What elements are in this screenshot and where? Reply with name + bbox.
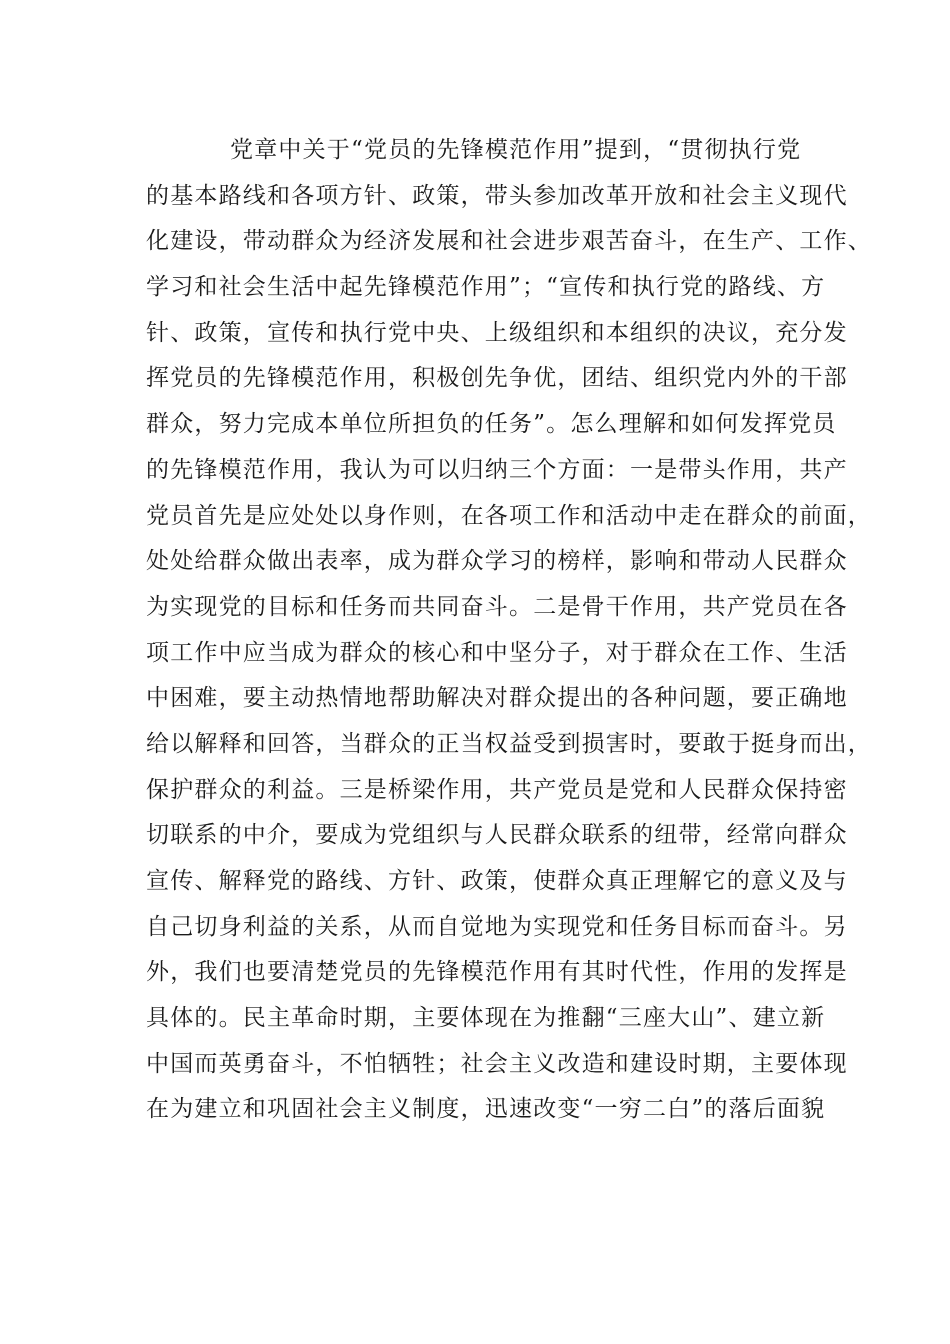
- text-line: 外，我们也要清楚党员的先锋模范作用有其时代性，作用的发挥是: [146, 959, 848, 986]
- text-line: 学习和社会生活中起先锋模范作用”；“宣传和执行党的路线、方: [146, 274, 826, 301]
- text-line: 切联系的中介，要成为党组织与人民群众联系的纽带，经常向群众: [146, 822, 848, 849]
- text-line: 保护群众的利益。三是桥梁作用，共产党员是党和人民群众保持密: [146, 776, 848, 803]
- text-line: 党员首先是应处处以身作则，在各项工作和活动中走在群众的前面，: [146, 502, 872, 529]
- body-paragraph: [146, 128, 872, 1133]
- text-line: 处处给群众做出表率，成为群众学习的榜样，影响和带动人民群众: [146, 548, 848, 575]
- text-line: 在为建立和巩固社会主义制度，迅速改变“一穷二白”的落后面貌: [146, 1096, 826, 1123]
- text-line: 宣传、解释党的路线、方针、政策，使群众真正理解它的意义及与: [146, 868, 848, 894]
- text-line: 项工作中应当成为群众的核心和中坚分子，对于群众在工作、生活: [146, 639, 848, 666]
- text-line: 的先锋模范作用，我认为可以归纳三个方面：一是带头作用，共产: [146, 456, 848, 483]
- text-line: 给以解释和回答，当群众的正当权益受到损害时，要敢于挺身而出，: [146, 730, 872, 757]
- text-line: 党章中关于“党员的先锋模范作用”提到，“贯彻执行党: [230, 137, 802, 163]
- text-line: 群众，努力完成本单位所担负的任务”。怎么理解和如何发挥党员: [146, 411, 837, 438]
- text-line: 挥党员的先锋模范作用，积极创先争优，团结、组织党内外的干部: [146, 365, 848, 392]
- text-line: 的基本路线和各项方针、政策，带头参加改革开放和社会主义现代: [146, 182, 848, 209]
- text-line: 为实现党的目标和任务而共同奋斗。二是骨干作用，共产党员在各: [146, 593, 848, 620]
- text-line: 自己切身利益的关系，从而自觉地为实现党和任务目标而奋斗。另: [146, 913, 848, 940]
- text-line: 具体的。民主革命时期，主要体现在为推翻“三座大山”、建立新: [146, 1005, 826, 1032]
- text-line: 针、政策，宣传和执行党中央、上级组织和本组织的决议，充分发: [146, 319, 848, 346]
- text-line: 中国而英勇奋斗，不怕牺牲；社会主义改造和建设时期，主要体现: [146, 1050, 848, 1077]
- text-line: 中困难，要主动热情地帮助解决对群众提出的各种问题，要正确地: [146, 685, 848, 712]
- text-line: 化建设，带动群众为经济发展和社会进步艰苦奋斗，在生产、工作、: [146, 228, 872, 255]
